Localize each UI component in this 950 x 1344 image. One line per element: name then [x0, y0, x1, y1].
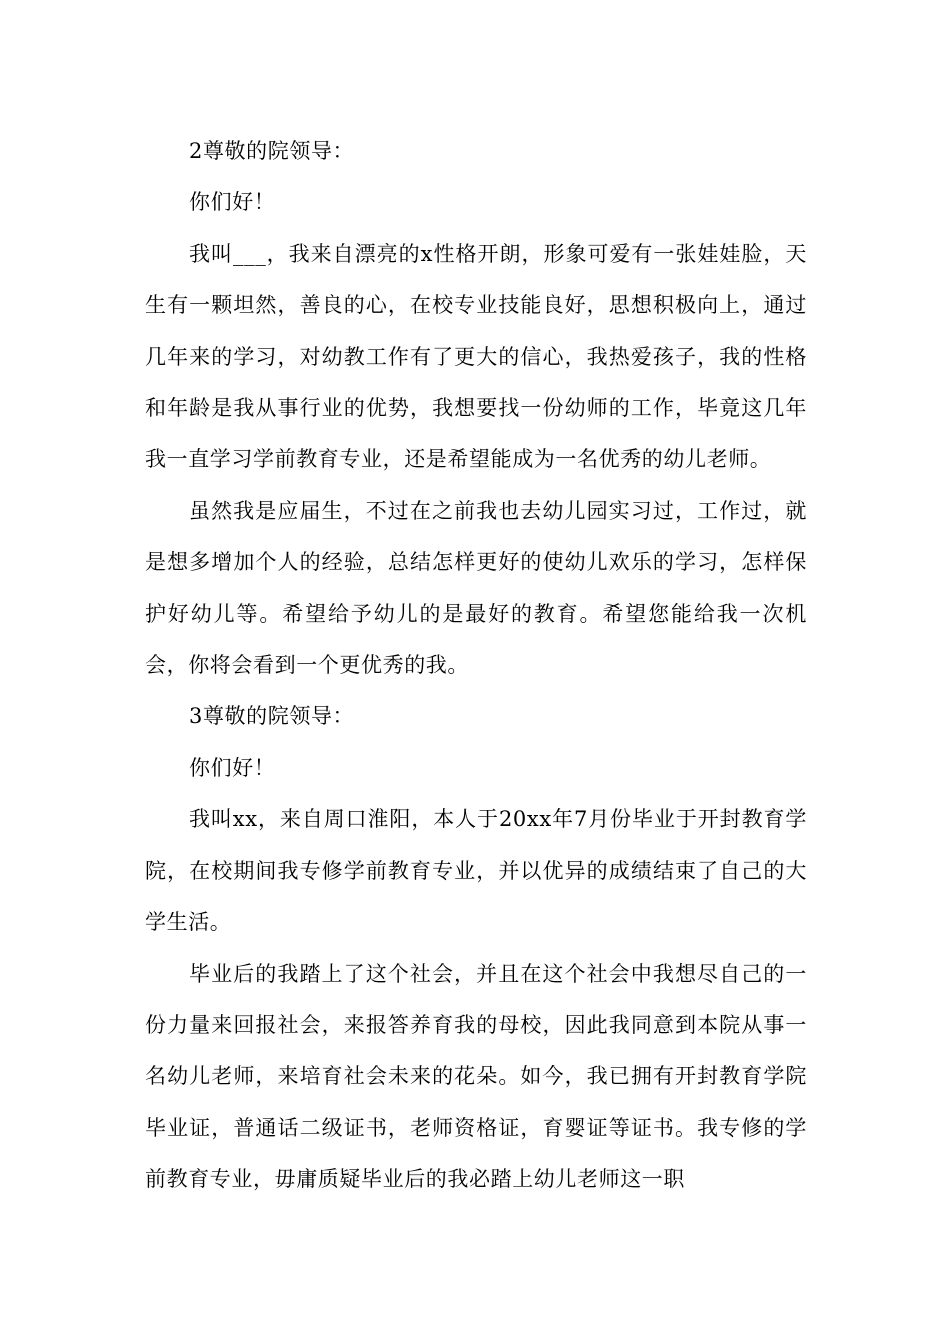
- salutation-3: 3尊敬的院领导：: [189, 704, 355, 729]
- salutation-2: 2尊敬的院领导：: [189, 139, 355, 163]
- document-body: [145, 126, 807, 1206]
- body-paragraph-2b: 虽然我是应届生，不过在之前我也去幼儿园实习过，工作过，就是想多增加个人的经验，总结怎样更好的使幼儿欢乐的学习，怎样保护好幼儿等。希望给予幼儿的是最好的教育。希望您能给我一次机会，你将会看到一个更优秀的我。: [145, 498, 807, 678]
- body-paragraph-3a: 我叫xx，来自周口淮阳，本人于20xx年7月份毕业于开封教育学院，在校期间我专修学前教育专业，并以优异的成绩结束了自己的大学生活。: [145, 807, 807, 935]
- greeting-2: 你们好！: [189, 190, 276, 215]
- body-paragraph-2a: 我叫___，我来自漂亮的x性格开朗，形象可爱有一张娃娃脸，天生有一颗坦然，善良的心，在校专业技能良好，思想积极向上，通过几年来的学习，对幼教工作有了更大的信心，我热爱孩子，我的性格和年龄是我从事行业的优势，我想要找一份幼师的工作，毕竟这几年我一直学习学前教育专业，还是希望能成为一名优秀的幼儿老师。: [145, 241, 807, 472]
- body-paragraph-3b: 毕业后的我踏上了这个社会，并且在这个社会中我想尽自己的一份力量来回报社会，来报答养育我的母校，因此我同意到本院从事一名幼儿老师，来培育社会未来的花朵。如今，我已拥有开封教育学院毕业证，普通话二级证书，老师资格证，育婴证等证书。我专修的学前教育专业，毋庸质疑毕业后的我必踏上幼儿老师这一职: [145, 961, 807, 1192]
- greeting-3: 你们好！: [189, 755, 276, 780]
